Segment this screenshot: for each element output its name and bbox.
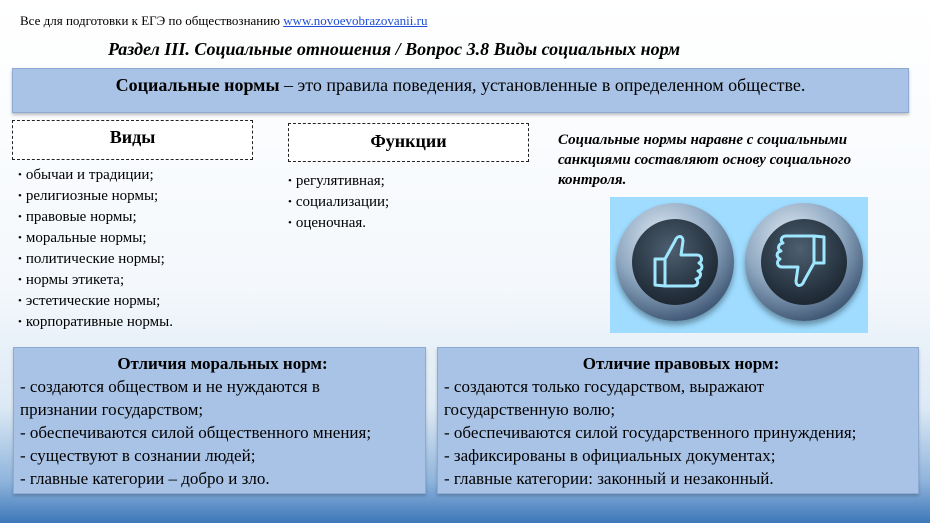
definition-text: – это правила поведения, установленные в определенном обществе. <box>279 75 806 95</box>
list-item: • нормы этикета; <box>18 272 173 293</box>
moral-line: - существуют в сознании людей; <box>20 446 256 465</box>
moral-norms-box <box>13 347 426 494</box>
legal-line: - создаются только государством, выражают <box>444 377 765 396</box>
moral-line: - главные категории – добро и зло. <box>20 469 270 488</box>
list-item: • политические нормы; <box>18 251 173 272</box>
moral-norms-title: Отличия моральных норм: <box>117 354 328 373</box>
thumbs-image <box>610 197 868 333</box>
legal-line: - обеспечиваются силой государственного принуждения; <box>444 423 857 442</box>
list-item: • регулятивная; <box>288 173 389 194</box>
section-title: Раздел III. Социальные отношения / Вопрос 3.8 Виды социальных норм <box>108 39 681 59</box>
list-item: • эстетические нормы; <box>18 293 173 314</box>
thumbs-down-icon <box>745 203 863 321</box>
legal-norms-title: Отличие правовых норм: <box>582 354 780 373</box>
types-header: Виды <box>12 120 253 160</box>
list-item: • социализации; <box>288 194 389 215</box>
functions-list <box>288 173 389 236</box>
list-item: • религиозные нормы; <box>18 188 173 209</box>
definition-box <box>12 68 909 113</box>
legal-norms-box <box>437 347 919 494</box>
legal-line: - главные категории: законный и незаконный. <box>444 469 774 488</box>
caption-prefix: Все для подготовки к ЕГЭ по обществознанию <box>20 13 280 28</box>
moral-line: - создаются обществом и не нуждаются в <box>20 377 320 396</box>
functions-header: Функции <box>288 123 529 162</box>
list-item: • корпоративные нормы. <box>18 314 173 335</box>
list-item: • моральные нормы; <box>18 230 173 251</box>
legal-line: - зафиксированы в официальных документах; <box>444 446 776 465</box>
list-item: • оценочная. <box>288 215 389 236</box>
definition-term: Социальные нормы <box>115 75 280 95</box>
moral-line: - обеспечиваются силой общественного мнения; <box>20 423 372 442</box>
social-control-note: Социальные нормы наравне с социальными санкциями составляют основу социального контроля. <box>558 132 852 188</box>
list-item: • правовые нормы; <box>18 209 173 230</box>
moral-line: признании государством; <box>20 400 204 419</box>
types-list <box>18 167 173 335</box>
list-item: • обычаи и традиции; <box>18 167 173 188</box>
thumbs-up-icon <box>616 203 734 321</box>
site-link[interactable]: www.novoevobrazovanii.ru <box>283 13 428 28</box>
top-caption <box>20 13 427 29</box>
legal-line: государственную волю; <box>444 400 616 419</box>
